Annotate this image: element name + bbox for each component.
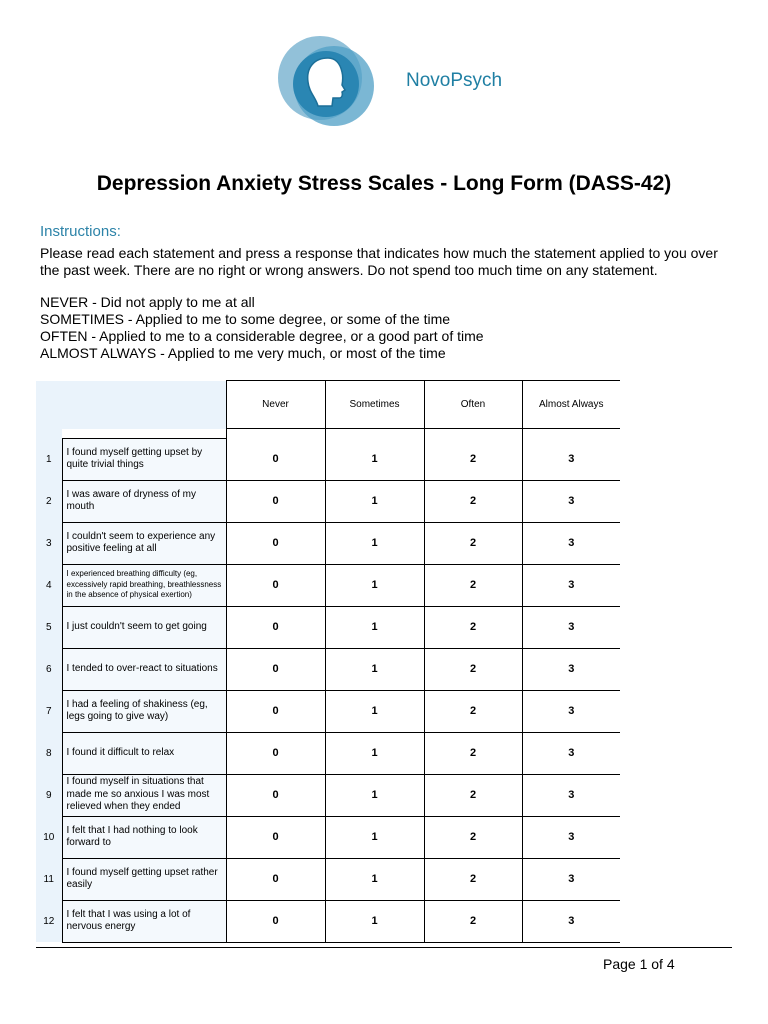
table-row: [36, 690, 620, 732]
score-often[interactable]: 2: [424, 648, 522, 690]
score-never[interactable]: 0: [226, 606, 325, 648]
score-almost-always[interactable]: 3: [522, 480, 620, 522]
instructions-heading: Instructions:: [40, 223, 121, 240]
item-number: 6: [36, 648, 62, 690]
score-sometimes[interactable]: 1: [325, 732, 424, 774]
item-number: 5: [36, 606, 62, 648]
item-number: 4: [36, 564, 62, 606]
score-almost-always[interactable]: 3: [522, 522, 620, 564]
item-number: 2: [36, 480, 62, 522]
item-statement: I was aware of dryness of my mouth: [62, 480, 226, 522]
score-sometimes[interactable]: 1: [325, 606, 424, 648]
score-almost-always[interactable]: 3: [522, 438, 620, 480]
score-sometimes[interactable]: 1: [325, 522, 424, 564]
gap-cell: [522, 429, 620, 439]
score-sometimes[interactable]: 1: [325, 648, 424, 690]
score-sometimes[interactable]: 1: [325, 774, 424, 816]
header-gap-row: [36, 429, 620, 439]
score-often[interactable]: 2: [424, 774, 522, 816]
score-often[interactable]: 2: [424, 816, 522, 858]
score-never[interactable]: 0: [226, 564, 325, 606]
page-number: Page 1 of 4: [603, 956, 675, 972]
gap-cell: [62, 429, 226, 439]
score-almost-always[interactable]: 3: [522, 606, 620, 648]
item-statement: I felt that I had nothing to look forward to: [62, 816, 226, 858]
score-often[interactable]: 2: [424, 564, 522, 606]
gap-cell: [36, 429, 62, 439]
table-row: [36, 522, 620, 564]
score-never[interactable]: 0: [226, 732, 325, 774]
score-never[interactable]: 0: [226, 816, 325, 858]
score-often[interactable]: 2: [424, 606, 522, 648]
item-number: 10: [36, 816, 62, 858]
item-statement: I experienced breathing difficulty (eg, excessively rapid breathing, breathlessness in the absence of physical exertion): [62, 564, 226, 606]
item-number: 1: [36, 438, 62, 480]
item-number: 11: [36, 858, 62, 900]
item-number: 7: [36, 690, 62, 732]
table-row: [36, 858, 620, 900]
column-header-sometimes: Sometimes: [325, 381, 424, 429]
table-row: [36, 606, 620, 648]
score-almost-always[interactable]: 3: [522, 732, 620, 774]
item-statement: I found myself in situations that made me so anxious I was most relieved when they ended: [62, 774, 226, 816]
score-almost-always[interactable]: 3: [522, 564, 620, 606]
table-row: [36, 816, 620, 858]
item-statement: I tended to over-react to situations: [62, 648, 226, 690]
score-sometimes[interactable]: 1: [325, 816, 424, 858]
score-almost-always[interactable]: 3: [522, 648, 620, 690]
score-often[interactable]: 2: [424, 732, 522, 774]
scale-sometimes: SOMETIMES - Applied to me to some degree, or some of the time: [40, 311, 451, 327]
score-often[interactable]: 2: [424, 522, 522, 564]
table-row: [36, 900, 620, 942]
score-often[interactable]: 2: [424, 858, 522, 900]
scale-almost-always: ALMOST ALWAYS - Applied to me very much, or most of the time: [40, 345, 446, 361]
score-never[interactable]: 0: [226, 522, 325, 564]
score-sometimes[interactable]: 1: [325, 438, 424, 480]
item-statement: I found it difficult to relax: [62, 732, 226, 774]
item-number: 12: [36, 900, 62, 942]
head-profile-logo-icon: [270, 34, 382, 130]
score-almost-always[interactable]: 3: [522, 900, 620, 942]
instructions-text: Please read each statement and press a response that indicates how much the statement applied to you over the past week. There are no right or wrong answers. Do not spend too much time on any statement.: [40, 245, 718, 278]
score-sometimes[interactable]: 1: [325, 900, 424, 942]
table-row: [36, 774, 620, 816]
score-never[interactable]: 0: [226, 690, 325, 732]
score-often[interactable]: 2: [424, 900, 522, 942]
item-statement: I found myself getting upset rather easily: [62, 858, 226, 900]
item-statement: I just couldn't seem to get going: [62, 606, 226, 648]
table-row: [36, 438, 620, 480]
score-almost-always[interactable]: 3: [522, 690, 620, 732]
item-statement: I felt that I was using a lot of nervous energy: [62, 900, 226, 942]
table-row: [36, 564, 620, 606]
score-never[interactable]: 0: [226, 774, 325, 816]
score-sometimes[interactable]: 1: [325, 858, 424, 900]
table-row: [36, 648, 620, 690]
score-sometimes[interactable]: 1: [325, 690, 424, 732]
item-statement: I had a feeling of shakiness (eg, legs going to give way): [62, 690, 226, 732]
footer-divider: [36, 947, 732, 948]
score-almost-always[interactable]: 3: [522, 774, 620, 816]
score-never[interactable]: 0: [226, 648, 325, 690]
item-statement: I couldn't seem to experience any positive feeling at all: [62, 522, 226, 564]
scale-never: NEVER - Did not apply to me at all: [40, 294, 255, 310]
table-row: [36, 480, 620, 522]
gap-cell: [226, 429, 325, 439]
score-never[interactable]: 0: [226, 438, 325, 480]
score-never[interactable]: 0: [226, 858, 325, 900]
score-often[interactable]: 2: [424, 690, 522, 732]
score-never[interactable]: 0: [226, 900, 325, 942]
score-sometimes[interactable]: 1: [325, 480, 424, 522]
score-sometimes[interactable]: 1: [325, 564, 424, 606]
column-header-never: Never: [226, 381, 325, 429]
item-number: 3: [36, 522, 62, 564]
column-header-almost-always: Almost Always: [522, 381, 620, 429]
item-number: 8: [36, 732, 62, 774]
score-often[interactable]: 2: [424, 480, 522, 522]
item-number: 9: [36, 774, 62, 816]
score-never[interactable]: 0: [226, 480, 325, 522]
table-row: [36, 732, 620, 774]
header-corner: [36, 381, 226, 429]
gap-cell: [325, 429, 424, 439]
score-almost-always[interactable]: 3: [522, 858, 620, 900]
table-header-row: [36, 381, 620, 429]
gap-cell: [424, 429, 522, 439]
column-header-often: Often: [424, 381, 522, 429]
scale-often: OFTEN - Applied to me to a considerable degree, or a good part of time: [40, 328, 484, 344]
brand-name: NovoPsych: [406, 70, 503, 91]
score-almost-always[interactable]: 3: [522, 816, 620, 858]
response-scale-legend: [40, 294, 484, 362]
item-statement: I found myself getting upset by quite trivial things: [62, 438, 226, 480]
document-title: Depression Anxiety Stress Scales - Long Form (DASS-42): [96, 172, 672, 195]
score-often[interactable]: 2: [424, 438, 522, 480]
questionnaire-table: [36, 380, 620, 943]
